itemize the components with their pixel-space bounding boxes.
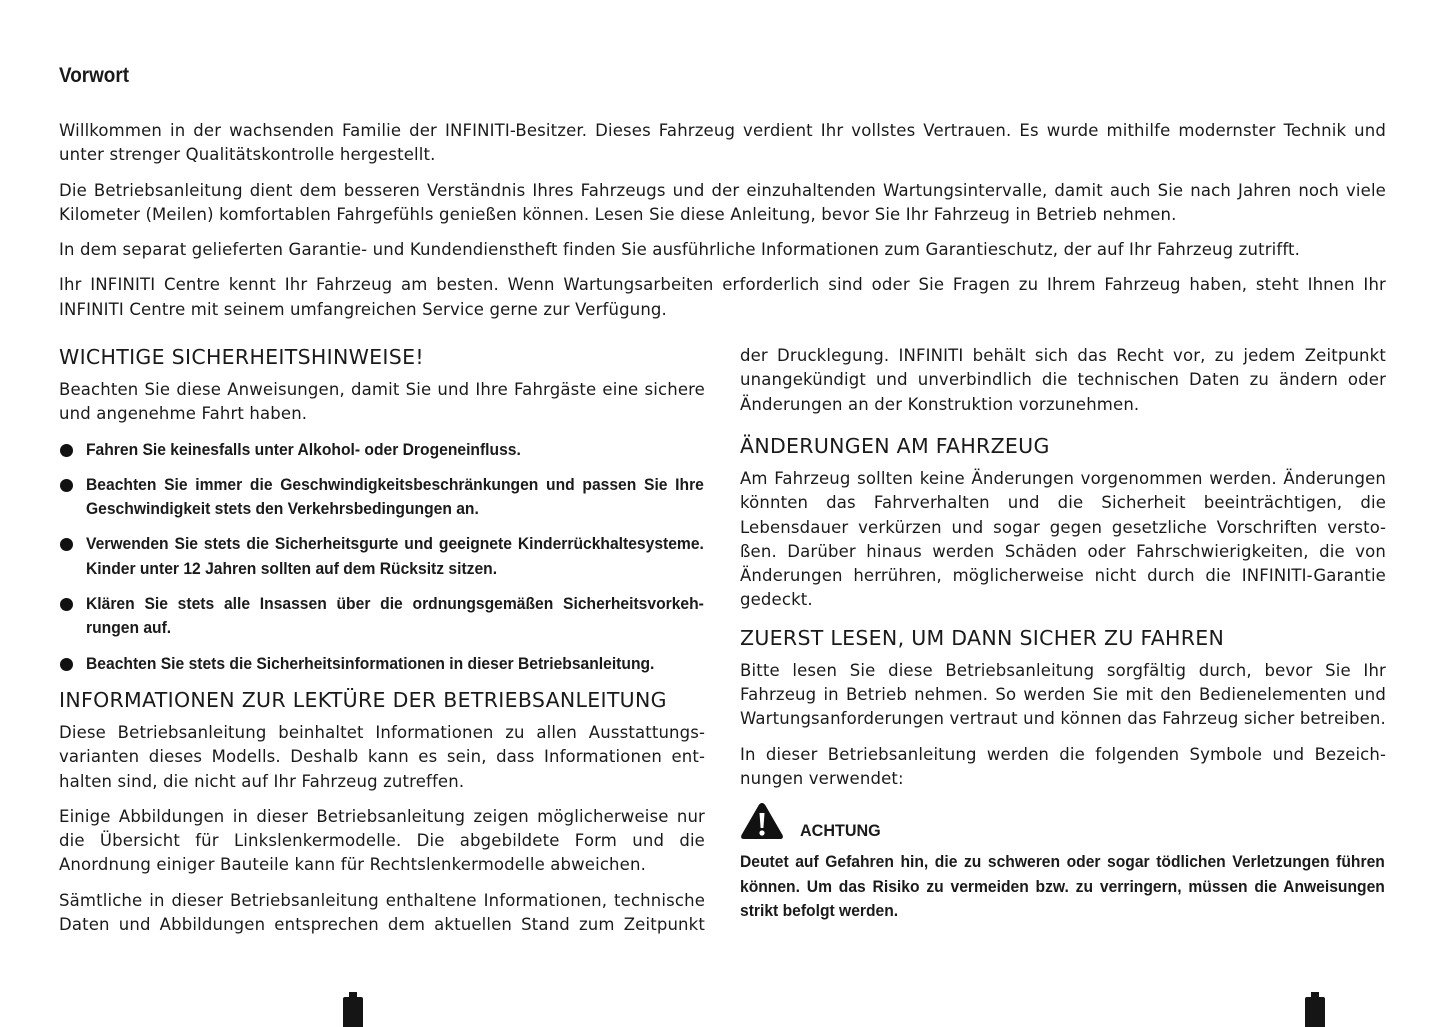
read-first-paragraph: Bitte lesen Sie diese Betriebsanleitung sorgfältig durch, bevor Sie Ihr Fahrzeug in Betrieb nehmen. So werden Sie mit den Bedienelementen und Wartungsanforderungen vertraut und können das Fahrzeug sicher betreiben. (740, 660, 1386, 729)
bullet-dot-icon (60, 479, 73, 492)
list-item (59, 473, 705, 522)
safety-intro: Beachten Sie diese Anweisungen, damit Sie und Ihre Fahrgäste eine sichere und angenehme Fahrt haben. (59, 380, 705, 424)
intro-paragraph: Ihr INFINITI Centre kennt Ihr Fahrzeug am besten. Wenn Wartungsarbeiten erforderlich sind oder Sie Fragen zu Ihrem Fahrzeug haben, steht Ihnen Ihr INFINITI Centre mit seinem umfangreichen Service gerne zur Verfügung. (59, 275, 1386, 319)
safety-bullet-text: Klären Sie stets alle Insassen über die ordnungsgemäßen Sicherheitsvorkehrungen auf. (86, 594, 704, 638)
page-title: Vorwort (59, 64, 130, 87)
bullet-dot-icon (60, 658, 73, 671)
warning-header (740, 802, 1386, 840)
left-column (59, 344, 705, 938)
warning-triangle-icon (740, 802, 784, 840)
safety-bullet-text: Verwenden Sie stets die Sicherheitsgurte und geeignete Kinderrückhaltesysteme. Kinder unter 12 Jahren sollten auf dem Rücksitz sitzen. (86, 534, 704, 578)
safety-bullet-list (59, 438, 705, 676)
list-item (59, 592, 705, 641)
intro-paragraph: Die Betriebsanleitung dient dem besseren Verständnis Ihres Fahrzeugs und der einzuhaltenden Wartungsintervalle, damit auch Sie nach Jahren noch viele Kilometer (Meilen) komfortablen Fahrgefühls genießen können. Lesen Sie diese Anleitung, bevor Sie Ihr Fahrzeug in Betrieb nehmen. (59, 180, 1386, 224)
page-tab-marker-right (1305, 997, 1325, 1027)
modifications-paragraph: Am Fahrzeug sollten keine Änderungen vorgenommen werden. Änderungen könnten das Fahrverhalten und die Sicherheit beeinträchtigen, die Lebensdauer verkürzen und sogar gegen gesetzliche Vorschriften verstoßen. Darüber hinaus werden Schäden oder Fahrschwierigkeiten, die von Änderungen herrühren, möglicherweise nicht durch die INFINITI-Garantie gedeckt. (740, 469, 1386, 610)
list-item (59, 652, 705, 676)
list-item (59, 532, 705, 581)
page-tab-marker-left (343, 997, 363, 1027)
reading-info-heading: INFORMATIONEN ZUR LEKTÜRE DER BETRIEBSANLEITUNG (59, 687, 667, 712)
bullet-dot-icon (60, 538, 73, 551)
read-first-paragraph: In dieser Betriebsanleitung werden die folgenden Symbole und Bezeichnungen verwendet: (740, 744, 1386, 788)
right-column (740, 344, 1386, 923)
safety-bullet-text: Fahren Sie keinesfalls unter Alkohol- oder Drogeneinfluss. (86, 439, 521, 459)
continued-text: der Drucklegung. INFINITI behält sich das Recht vor, zu jedem Zeitpunkt unangekündigt und unverbindlich die technischen Daten zu ändern oder Änderungen an der Konstruktion vorzunehmen. (740, 346, 1386, 414)
warning-label: ACHTUNG (800, 821, 881, 841)
safety-bullet-text: Beachten Sie stets die Sicherheitsinformationen in dieser Betriebsanleitung. (86, 653, 655, 673)
safety-bullet-text: Beachten Sie immer die Geschwindigkeitsbeschränkungen und passen Sie Ihre Geschwindigkeit stets den Verkehrsbedingungen an. (86, 474, 704, 519)
intro-paragraph: Willkommen in der wachsenden Familie der INFINITI-Besitzer. Dieses Fahrzeug verdient Ihr vollstes Vertrauen. Es wurde mithilfe modernster Technik und unter strenger Qualitätskontrolle hergestellt. (59, 121, 1386, 165)
reading-info-paragraph-continued (740, 344, 1386, 417)
intro-section (59, 119, 1386, 333)
reading-info-paragraph: Einige Abbildungen in dieser Betriebsanleitung zeigen möglicherweise nur die Übersicht für Linkslenkermodelle. Die abgebildete Form und die Anordnung einiger Bauteile kann für Rechtslenkermodelle abweichen. (59, 806, 705, 875)
list-item (59, 438, 705, 462)
modifications-heading: ÄNDERUNGEN AM FAHRZEUG (740, 434, 1050, 458)
warning-text: Deutet auf Gefahren hin, die zu schweren oder sogar tödlichen Verletzungen führen können. Um das Risiko zu vermeiden bzw. zu verringern, müssen die Anweisungen strikt befolgt werden. (740, 852, 1385, 920)
bullet-dot-icon (60, 598, 73, 611)
intro-paragraph: In dem separat gelieferten Garantie- und Kundendienstheft finden Sie ausführliche Informationen zum Garantieschutz, der auf Ihr Fahrzeug zutrifft. (59, 240, 1301, 260)
reading-info-paragraph: Diese Betriebsanleitung beinhaltet Informationen zu allen Ausstattungsvarianten dieses Modells. Deshalb kann es sein, dass Informationen enthalten sind, die nicht auf Ihr Fahrzeug zutreffen. (59, 722, 705, 791)
safety-heading: WICHTIGE SICHERHEITSHINWEISE! (59, 345, 424, 369)
reading-info-paragraph: Sämtliche in dieser Betriebsanleitung enthaltene Informationen, technische Daten und Abbildungen entsprechen dem aktuellen Stand zum Zeitpunkt (59, 890, 705, 935)
read-first-heading: ZUERST LESEN, UM DANN SICHER ZU FAHREN (740, 625, 1225, 650)
bullet-dot-icon (60, 444, 73, 457)
